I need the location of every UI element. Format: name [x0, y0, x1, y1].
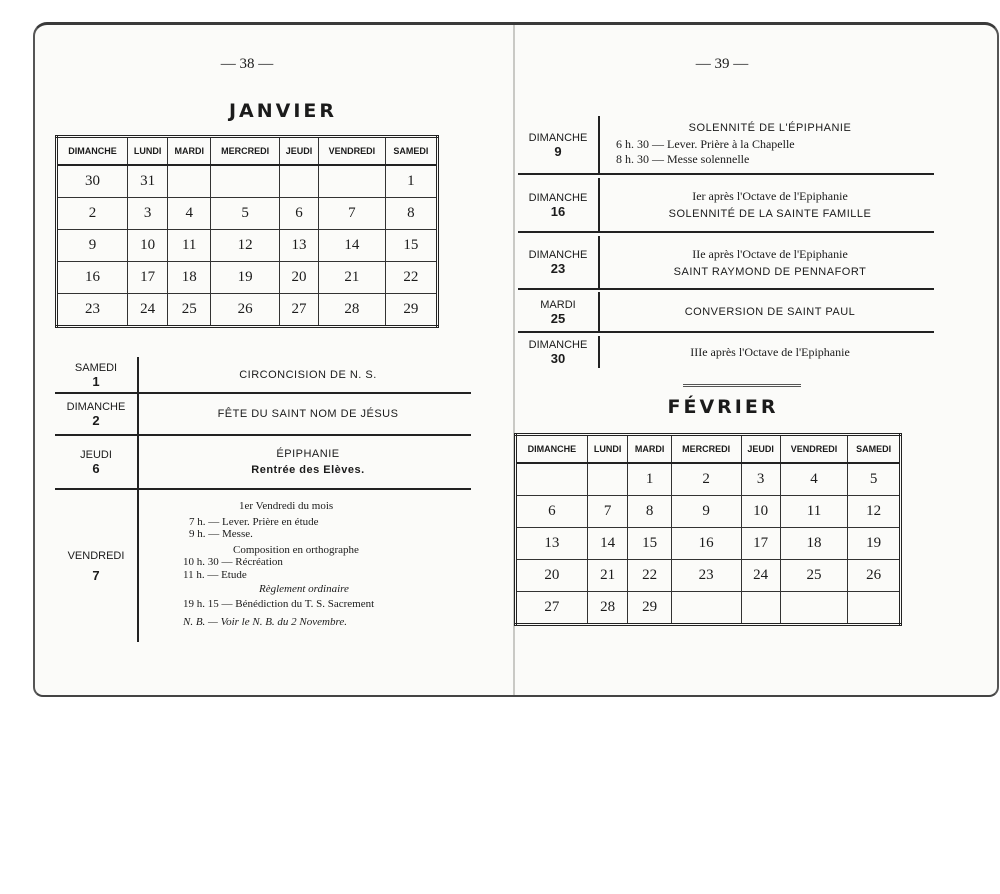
event-text [145, 436, 471, 488]
event-line: 6 h. 30 — Lever. Prière à la Chapelle [616, 137, 795, 151]
day-cell: 2 [671, 463, 741, 496]
event-line: Ier après l'Octave de l'Epiphanie [692, 189, 848, 203]
event-weekday: VENDREDI [67, 550, 125, 562]
schedule-line: 9 h. — Messe. [189, 528, 253, 540]
event-weekday: JEUDI [80, 449, 112, 461]
event-line: IIIe après l'Octave de l'Epiphanie [690, 344, 850, 359]
day-cell: 22 [385, 262, 437, 294]
day-cell: 20 [280, 262, 319, 294]
calendar-header-row [516, 435, 901, 464]
event-text [606, 336, 934, 368]
day-cell [280, 165, 319, 198]
event-day [518, 178, 600, 231]
event-weekday: DIMANCHE [66, 401, 126, 413]
event-date: 30 [550, 351, 566, 366]
day-cell: 14 [318, 230, 385, 262]
day-cell: 11 [168, 230, 211, 262]
day-cell: 12 [211, 230, 280, 262]
calendar-week [57, 294, 438, 327]
day-cell: 24 [741, 560, 780, 592]
calendar-header-row [57, 137, 438, 166]
day-cell [848, 592, 901, 625]
calendar-january [55, 135, 439, 328]
day-cell: 10 [128, 230, 168, 262]
calendar-week [516, 496, 901, 528]
section-divider [683, 384, 801, 387]
day-cell: 17 [741, 528, 780, 560]
day-cell: 28 [318, 294, 385, 327]
event-line: 8 h. 30 — Messe solennelle [616, 152, 750, 166]
event-text [145, 394, 471, 434]
day-cell: 15 [385, 230, 437, 262]
event-row [518, 292, 934, 333]
day-cell: 11 [780, 496, 848, 528]
event-line: IIe après l'Octave de l'Epiphanie [692, 246, 848, 261]
day-cell: 29 [385, 294, 437, 327]
day-cell: 18 [780, 528, 848, 560]
calendar-week [516, 592, 901, 625]
event-line: FÊTE DU SAINT NOM DE JÉSUS [217, 408, 399, 420]
day-cell: 13 [280, 230, 319, 262]
day-cell: 5 [211, 198, 280, 230]
weekday-header: MERCREDI [671, 435, 741, 464]
day-cell: 1 [628, 463, 671, 496]
day-cell: 2 [57, 198, 128, 230]
day-cell [211, 165, 280, 198]
weekday-header: LUNDI [587, 435, 628, 464]
event-text [606, 236, 934, 288]
day-cell [671, 592, 741, 625]
month-title-february: FÉVRIER [667, 396, 779, 418]
day-cell: 21 [318, 262, 385, 294]
day-cell: 15 [628, 528, 671, 560]
event-text [606, 178, 934, 231]
day-cell: 21 [587, 560, 628, 592]
schedule-line: 10 h. 30 — Récréation [183, 556, 283, 568]
calendar-week [57, 262, 438, 294]
event-row [55, 357, 471, 394]
event-line: CIRCONCISION DE N. S. [239, 368, 377, 381]
event-weekday: DIMANCHE [528, 249, 588, 261]
day-cell [587, 463, 628, 496]
weekday-header: DIMANCHE [516, 435, 588, 464]
event-weekday: SAMEDI [74, 361, 118, 374]
event-day [55, 394, 139, 434]
weekday-header: MARDI [168, 137, 211, 166]
month-title-january: JANVIER [228, 100, 338, 122]
schedule-line: 19 h. 15 — Bénédiction du T. S. Sacrement [183, 597, 375, 610]
event-date: 16 [550, 203, 566, 219]
day-cell: 7 [587, 496, 628, 528]
day-cell: 25 [780, 560, 848, 592]
calendar-week [516, 528, 901, 560]
weekday-header: DIMANCHE [57, 137, 128, 166]
event-day [518, 116, 600, 173]
event-date: 6 [92, 461, 100, 476]
day-cell: 29 [628, 592, 671, 625]
day-cell [741, 592, 780, 625]
day-cell: 23 [57, 294, 128, 327]
event-date: 7 [92, 568, 100, 583]
event-line: SOLENNITÉ DE L'ÉPIPHANIE [688, 122, 852, 134]
day-cell: 1 [385, 165, 437, 198]
weekday-header: JEUDI [280, 137, 319, 166]
event-line: Rentrée des Elèves. [251, 464, 365, 476]
schedule-line: 7 h. — Lever. Prière en étude [189, 515, 319, 528]
calendar-week [516, 560, 901, 592]
day-cell: 13 [516, 528, 588, 560]
event-day [518, 336, 600, 368]
event-line: ÉPIPHANIE [276, 448, 340, 460]
day-cell [318, 165, 385, 198]
event-line: SOLENNITÉ DE LA SAINTE FAMILLE [668, 208, 872, 220]
schedule-title: 1er Vendredi du mois [239, 500, 334, 512]
event-text [606, 292, 934, 331]
event-date: 23 [550, 261, 566, 276]
day-cell: 12 [848, 496, 901, 528]
day-cell [168, 165, 211, 198]
calendar-february [514, 433, 902, 626]
event-weekday: MARDI [540, 298, 576, 311]
day-cell: 9 [671, 496, 741, 528]
day-cell: 6 [280, 198, 319, 230]
calendar-week [57, 230, 438, 262]
calendar-week [57, 198, 438, 230]
day-cell: 14 [587, 528, 628, 560]
day-cell: 24 [128, 294, 168, 327]
event-date: 25 [550, 310, 566, 326]
weekday-header: MARDI [628, 435, 671, 464]
event-row [518, 236, 934, 290]
day-cell: 20 [516, 560, 588, 592]
day-cell: 16 [671, 528, 741, 560]
schedule-line: N. B. — Voir le N. B. du 2 Novembre. [183, 616, 347, 628]
day-cell: 22 [628, 560, 671, 592]
event-day [55, 357, 139, 392]
event-text [606, 116, 934, 173]
event-line: CONVERSION DE SAINT PAUL [684, 305, 856, 318]
day-cell: 25 [168, 294, 211, 327]
event-day [55, 436, 139, 488]
friday-schedule [55, 490, 471, 642]
day-cell: 8 [385, 198, 437, 230]
event-date: 9 [554, 143, 562, 159]
page-number-left: — 38 — [220, 56, 274, 72]
weekday-header: VENDREDI [780, 435, 848, 464]
day-cell [516, 463, 588, 496]
day-cell: 23 [671, 560, 741, 592]
event-weekday: DIMANCHE [528, 191, 588, 204]
day-cell: 26 [848, 560, 901, 592]
event-line: SAINT RAYMOND DE PENNAFORT [673, 265, 867, 278]
day-cell: 27 [516, 592, 588, 625]
page-number-right: — 39 — [695, 56, 749, 72]
weekday-header: MERCREDI [211, 137, 280, 166]
day-cell: 5 [848, 463, 901, 496]
event-text [145, 357, 471, 392]
event-date: 1 [92, 373, 100, 389]
event-row [518, 336, 934, 368]
weekday-header: SAMEDI [848, 435, 901, 464]
day-cell: 27 [280, 294, 319, 327]
schedule-line: Composition en orthographe [233, 543, 359, 556]
schedule-line: 11 h. — Etude [183, 568, 247, 581]
calendar-week [516, 463, 901, 496]
day-cell: 3 [741, 463, 780, 496]
day-cell: 31 [128, 165, 168, 198]
day-cell: 18 [168, 262, 211, 294]
day-cell [780, 592, 848, 625]
event-date: 2 [92, 413, 100, 428]
day-cell: 4 [168, 198, 211, 230]
day-cell: 26 [211, 294, 280, 327]
event-row [518, 116, 934, 175]
day-cell: 7 [318, 198, 385, 230]
weekday-header: VENDREDI [318, 137, 385, 166]
weekday-header: SAMEDI [385, 137, 437, 166]
schedule-lines [151, 500, 471, 629]
day-cell: 16 [57, 262, 128, 294]
event-day [518, 236, 600, 288]
weekday-header: JEUDI [741, 435, 780, 464]
day-cell: 8 [628, 496, 671, 528]
weekday-header: LUNDI [128, 137, 168, 166]
day-cell: 19 [211, 262, 280, 294]
event-row [55, 394, 471, 436]
event-row [518, 178, 934, 233]
event-weekday: DIMANCHE [528, 131, 588, 144]
day-cell: 19 [848, 528, 901, 560]
day-cell: 9 [57, 230, 128, 262]
day-cell: 30 [57, 165, 128, 198]
event-day [518, 292, 600, 331]
event-day [55, 490, 139, 642]
schedule-line: Règlement ordinaire [259, 583, 349, 595]
calendar-week [57, 165, 438, 198]
day-cell: 4 [780, 463, 848, 496]
day-cell: 17 [128, 262, 168, 294]
day-cell: 28 [587, 592, 628, 625]
day-cell: 3 [128, 198, 168, 230]
day-cell: 10 [741, 496, 780, 528]
day-cell: 6 [516, 496, 588, 528]
event-row [55, 436, 471, 490]
event-weekday: DIMANCHE [528, 339, 588, 351]
